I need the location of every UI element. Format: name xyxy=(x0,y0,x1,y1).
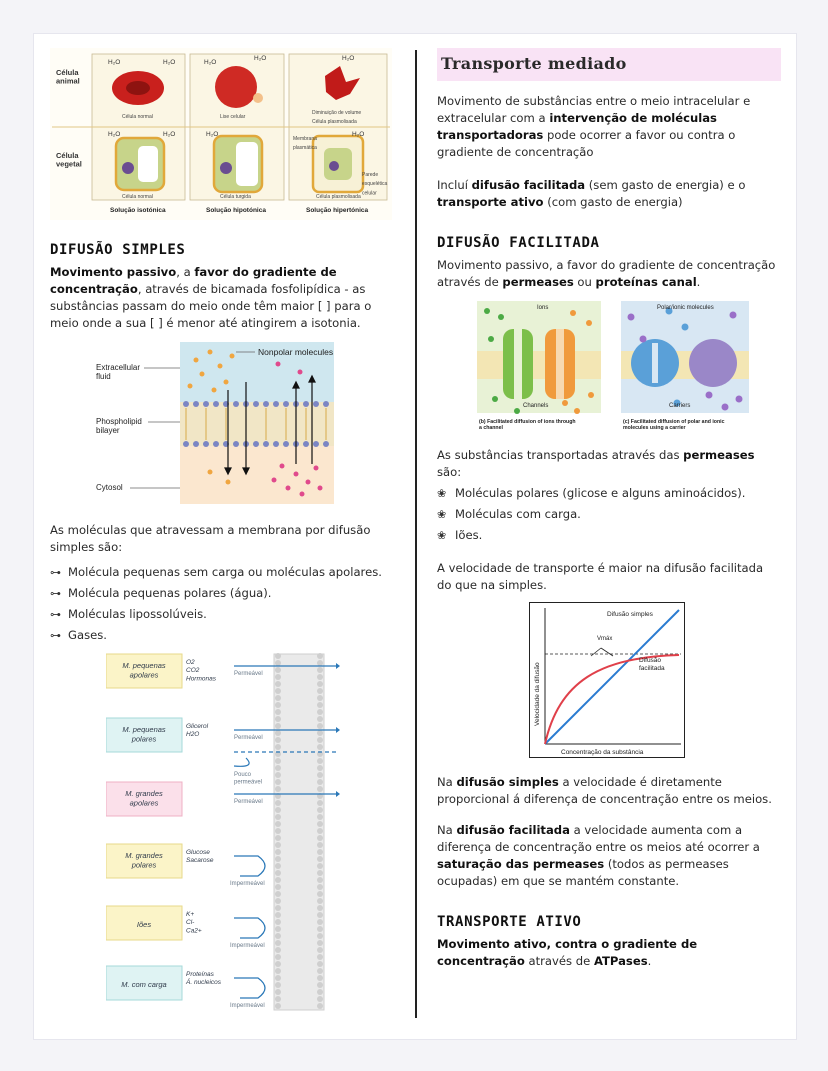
channel-carrier-figure xyxy=(473,299,753,441)
h2o-label: H₂O xyxy=(342,55,355,62)
caption-channels: (b) Facilitated diffusion of ions through a channel xyxy=(479,419,576,431)
molecule-class-label: M. grandes apolares xyxy=(125,789,163,808)
membrane-head xyxy=(275,947,281,953)
column-label-hypotonic: Solução hipotónica xyxy=(206,207,266,214)
label-carriers: Carriers xyxy=(669,403,691,409)
channel-carrier-illustration xyxy=(473,299,753,441)
membrane-head xyxy=(317,702,323,708)
membrane-head xyxy=(317,688,323,694)
list-item-text: Moléculas lipossolúveis. xyxy=(68,607,207,621)
membrane-head xyxy=(317,681,323,687)
label-cytosol: Cytosol xyxy=(96,483,123,492)
membrane-head xyxy=(317,814,323,820)
label-polar-molecules: Polar/ionic molecules xyxy=(657,305,714,311)
simple-rate-text xyxy=(437,774,781,808)
text-run: As substâncias transportadas através das xyxy=(437,448,684,462)
membrane-head xyxy=(317,730,323,736)
membrane-head xyxy=(317,884,323,890)
caption-plant-3: Célula plasmolisada xyxy=(316,194,361,200)
text-run: , através de bicamada fosfolipídica - as substâncias passam do meio onde têm maior [ ] para o meio onde a sua [ ] é menor até atingirem a isotonia. xyxy=(50,282,372,330)
list-item-text: Iões. xyxy=(455,528,483,542)
bullet-icon: ⊶ xyxy=(50,566,61,579)
membrane-head xyxy=(275,982,281,988)
text-run: Na xyxy=(437,823,457,837)
active-transport-definition xyxy=(437,936,781,970)
bold-term: transporte ativo xyxy=(437,195,544,209)
impermeable-arrow xyxy=(234,918,265,938)
permeability-label: Impermeável xyxy=(230,943,265,949)
simple-diffusion-definition xyxy=(50,264,392,332)
membrane-head xyxy=(317,870,323,876)
bullet-icon: ⊶ xyxy=(50,608,61,621)
permeability-label: Permeável xyxy=(234,671,263,677)
bold-term: favor do gradiente de concentração xyxy=(50,265,337,296)
flower-bullet-icon: ❀ xyxy=(437,529,447,542)
text-run: (todos as permeases ocupadas) em que se mantém constante. xyxy=(437,857,729,888)
caption-animal-3: Diminuição de volume Célula plasmolisada xyxy=(312,110,362,126)
bilayer-diagram xyxy=(50,342,392,508)
membrane-head xyxy=(275,744,281,750)
membrane-head xyxy=(275,660,281,666)
membrane-strip xyxy=(274,654,324,1010)
membrane-head xyxy=(275,863,281,869)
bold-term: saturação das permeases xyxy=(437,857,605,871)
membrane-head xyxy=(275,681,281,687)
molecule-class-label: Iões xyxy=(136,920,152,929)
permeability-illustration xyxy=(106,648,340,1016)
membrane-head xyxy=(275,870,281,876)
membrane-head xyxy=(275,772,281,778)
facilitated-diffusion-label: Difusão facilitada xyxy=(639,657,665,672)
membrane-head xyxy=(317,737,323,743)
membrane-head xyxy=(275,667,281,673)
membrane-head xyxy=(275,849,281,855)
membrane-head xyxy=(275,996,281,1002)
membrane-head xyxy=(317,989,323,995)
vmax-label: Vmáx xyxy=(597,636,613,642)
membrane-head xyxy=(275,842,281,848)
membrane-head xyxy=(317,744,323,750)
right-column xyxy=(437,48,781,970)
mediated-definition xyxy=(437,93,781,161)
left-column xyxy=(50,48,392,1016)
molecule-class-label: M. pequenas apolares xyxy=(122,661,166,680)
membrane-head xyxy=(275,891,281,897)
membrane-head xyxy=(317,891,323,897)
membrane-head xyxy=(275,730,281,736)
text-run: (sem gasto de energia) e o xyxy=(585,178,746,192)
permeability-figure xyxy=(106,648,340,1016)
facilitated-definition xyxy=(437,257,781,291)
membrane-head xyxy=(275,912,281,918)
text-run: ou xyxy=(573,275,596,289)
membrane-head xyxy=(275,800,281,806)
bilayer-illustration xyxy=(50,342,392,508)
membrane-head xyxy=(275,898,281,904)
list-item-text: Moléculas polares (glicose e alguns aminoácidos). xyxy=(455,486,746,500)
membrane-head xyxy=(275,905,281,911)
text-run: . xyxy=(696,275,701,289)
bold-term: intervenção de moléculas transportadoras xyxy=(437,111,717,142)
h2o-label: H₂O xyxy=(108,59,121,66)
bold-term: permeases xyxy=(683,448,755,462)
permeability-label: Permeável xyxy=(234,799,263,805)
membrane-head xyxy=(275,779,281,785)
arrow-head xyxy=(336,791,340,797)
membrane-head xyxy=(317,674,323,680)
membrane-head xyxy=(317,800,323,806)
molecule-examples: Glucose Sacarose xyxy=(186,849,214,865)
membrane-head xyxy=(317,758,323,764)
molecule-examples: K+ Cl-Ca2+ xyxy=(186,911,202,935)
label-nonpolar: Nonpolar molecules xyxy=(258,347,334,357)
text-run: (com gasto de energia) xyxy=(543,195,683,209)
membrane-head xyxy=(317,709,323,715)
row-label-animal: Célula animal xyxy=(56,68,80,86)
heading-active-transport: TRANSPORTE ATIVO xyxy=(437,914,582,930)
h2o-label: H₂O xyxy=(108,131,121,138)
membrane-head xyxy=(275,653,281,659)
bold-term: Movimento ativo, contra o gradiente de concentração xyxy=(437,937,698,968)
list-item-text: Molécula pequenas polares (água). xyxy=(68,586,272,600)
list-item xyxy=(437,525,781,546)
graph-frame xyxy=(530,603,685,758)
list-item xyxy=(50,604,392,625)
permeases-intro xyxy=(437,447,781,481)
membrane-head xyxy=(275,716,281,722)
membrane-head xyxy=(317,835,323,841)
y-axis-label: Velocidade da difusão xyxy=(534,662,541,726)
membrane-head xyxy=(275,835,281,841)
arrow-head xyxy=(336,663,340,669)
membrane-head xyxy=(275,695,281,701)
bullet-icon: ⊶ xyxy=(50,587,61,600)
molecule-examples: O2 CO2 Hormonas xyxy=(186,659,216,683)
membrane-head xyxy=(317,842,323,848)
membrane-head xyxy=(317,961,323,967)
bullet-icon: ⊶ xyxy=(50,629,61,642)
membrane-head xyxy=(275,765,281,771)
x-axis-label: Concentração da substância xyxy=(561,749,644,756)
bold-term: permeases xyxy=(502,275,574,289)
membrane-head xyxy=(317,968,323,974)
list-item-text: Molécula pequenas sem carga ou moléculas apolares. xyxy=(68,565,382,579)
facilitated-rate-text xyxy=(437,822,781,890)
flower-bullet-icon: ❀ xyxy=(437,508,447,521)
membrane-head xyxy=(275,933,281,939)
membrane-head xyxy=(317,765,323,771)
membrane-head xyxy=(317,898,323,904)
membrane-head xyxy=(317,660,323,666)
text-run: Movimento passivo, a favor do gradiente de concentração através de xyxy=(437,258,776,289)
bold-term: difusão simples xyxy=(456,775,559,789)
membrane-head xyxy=(275,877,281,883)
membrane-head xyxy=(317,919,323,925)
column-divider xyxy=(415,50,417,1018)
membrane-head xyxy=(317,975,323,981)
text-run: , a xyxy=(176,265,195,279)
rate-graph xyxy=(529,602,685,758)
membrane-head xyxy=(317,849,323,855)
permeability-label: Impermeável xyxy=(230,1003,265,1009)
membrane-head xyxy=(275,961,281,967)
osmosis-cells-illustration xyxy=(50,48,392,220)
molecule-class-label: M. grandes polares xyxy=(125,851,163,870)
permeability-label: Impermeável xyxy=(230,881,265,887)
list-item-text: Gases. xyxy=(68,628,107,642)
h2o-label: H₂O xyxy=(163,59,176,66)
heading-mediated-wrapper xyxy=(437,48,781,81)
molecule-examples: Proteínas Á. nucleicos xyxy=(186,971,222,987)
molecule-class-label: M. com carga xyxy=(121,980,167,989)
heading-facilitated-diffusion: DIFUSÃO FACILITADA xyxy=(437,235,600,251)
membrane-head xyxy=(317,772,323,778)
text-run: Incluí xyxy=(437,178,472,192)
notes-page xyxy=(33,33,797,1040)
caption-animal-2: Lise celular xyxy=(220,114,246,120)
membrane-head xyxy=(275,709,281,715)
list-item xyxy=(50,562,392,583)
membrane-head xyxy=(317,856,323,862)
label-channels: Channels xyxy=(523,403,549,409)
membrane-head xyxy=(275,919,281,925)
membrane-head xyxy=(317,1003,323,1009)
column-label-hypertonic: Solução hipertónica xyxy=(306,207,369,214)
heading-mediated-transport: Transporte mediado xyxy=(441,54,627,73)
list-item xyxy=(437,483,781,504)
simple-diffusion-intro: As moléculas que atravessam a membrana por difusão simples são: xyxy=(50,523,371,554)
list-item xyxy=(437,504,781,525)
membrane-head xyxy=(275,968,281,974)
caption-plant-1: Célula normal xyxy=(122,194,153,200)
h2o-label: H₂O xyxy=(206,131,219,138)
membrane-head xyxy=(275,828,281,834)
molecule-examples: Glicerol H2O xyxy=(186,723,209,739)
membrane-head xyxy=(275,758,281,764)
text-run: são: xyxy=(437,465,462,479)
caption-plant-2: Célula turgida xyxy=(220,194,251,200)
heading-simple-diffusion: DIFUSÃO SIMPLES xyxy=(50,242,186,258)
membrane-head xyxy=(275,954,281,960)
membrane-head xyxy=(275,674,281,680)
list-item xyxy=(50,625,392,646)
plant-label-membrane: Membrana plasmática xyxy=(293,136,317,152)
membrane-head xyxy=(275,737,281,743)
membrane-head xyxy=(275,702,281,708)
membrane-head xyxy=(275,688,281,694)
mediated-includes xyxy=(437,177,781,211)
membrane-head xyxy=(317,863,323,869)
rate-graph-svg xyxy=(529,602,685,758)
bold-term: proteínas canal xyxy=(595,275,697,289)
list-item-text: Moléculas com carga. xyxy=(455,507,581,521)
membrane-head xyxy=(275,856,281,862)
membrane-head xyxy=(317,926,323,932)
caption-carriers: (c) Facilitated diffusion of polar and ionic molecules using a carrier xyxy=(623,419,725,431)
membrane-head xyxy=(275,884,281,890)
caption-animal-1: Célula normal xyxy=(122,114,153,120)
text-run: pode ocorrer a favor ou contra o gradiente de concentração xyxy=(437,128,736,159)
speed-comparison: A velocidade de transporte é maior na difusão facilitada do que na simples. xyxy=(437,561,764,592)
membrane-head xyxy=(317,779,323,785)
membrane-head xyxy=(275,1003,281,1009)
flower-bullet-icon: ❀ xyxy=(437,487,447,500)
membrane-head xyxy=(275,807,281,813)
row-label-plant: Célula vegetal xyxy=(56,151,82,169)
label-ions: Ions xyxy=(537,305,549,311)
h2o-label: H₂O xyxy=(163,131,176,138)
membrane-head xyxy=(317,716,323,722)
membrane-head xyxy=(317,695,323,701)
membrane-head xyxy=(317,933,323,939)
text-run: Movimento de substâncias entre o meio intracelular e extracelular com a xyxy=(437,94,751,125)
membrane-head xyxy=(275,821,281,827)
membrane-head xyxy=(275,975,281,981)
membrane-head xyxy=(275,989,281,995)
permeability-label: Permeável xyxy=(234,735,263,741)
membrane-head xyxy=(317,947,323,953)
arrow-head xyxy=(336,727,340,733)
text-run: . xyxy=(647,954,652,968)
label-extracellular: Extracellular fluid xyxy=(96,363,141,382)
column-label-isotonic: Solução isotónica xyxy=(110,207,166,214)
h2o-label: H₂O xyxy=(204,59,217,66)
membrane-head xyxy=(275,723,281,729)
permeability-label: Pouco permeável xyxy=(234,772,263,786)
simple-diffusion-list xyxy=(50,562,392,646)
impermeable-arrow xyxy=(234,978,265,998)
membrane-head xyxy=(317,912,323,918)
membrane-head xyxy=(317,905,323,911)
membrane-head xyxy=(317,723,323,729)
membrane-head xyxy=(317,667,323,673)
molecule-class-label: M. pequenas polares xyxy=(122,725,166,744)
impermeable-arrow xyxy=(234,856,265,876)
membrane-head xyxy=(317,982,323,988)
permeases-list xyxy=(437,483,781,546)
membrane-head xyxy=(317,877,323,883)
text-run: Na xyxy=(437,775,457,789)
bold-term: difusão facilitada xyxy=(471,178,586,192)
h2o-label: H₂O xyxy=(352,131,365,138)
membrane-head xyxy=(317,653,323,659)
list-item xyxy=(50,583,392,604)
h2o-label: H₂O xyxy=(254,55,267,62)
membrane-head xyxy=(317,807,323,813)
membrane-head xyxy=(275,940,281,946)
membrane-head xyxy=(317,821,323,827)
membrane-head xyxy=(317,940,323,946)
text-run: através de xyxy=(524,954,594,968)
text-run: a velocidade é diretamente proporcional á diferença de concentração entre os meios. xyxy=(437,775,772,806)
membrane-head xyxy=(317,828,323,834)
membrane-head xyxy=(275,926,281,932)
osmosis-cells-figure xyxy=(50,48,392,220)
bold-term: ATPases xyxy=(593,954,648,968)
bold-term: difusão facilitada xyxy=(456,823,570,837)
text-run: a velocidade aumenta com a diferença de concentração entre os meios até ocorrer a xyxy=(437,823,760,854)
bold-term: Movimento passivo xyxy=(50,265,177,279)
membrane-head xyxy=(317,954,323,960)
membrane-head xyxy=(275,814,281,820)
membrane-head xyxy=(317,996,323,1002)
simple-diffusion-label: Difusão simples xyxy=(607,611,653,618)
plant-label-wall: Parede esquelética celular xyxy=(362,172,388,197)
label-bilayer: Phospholipid bilayer xyxy=(96,417,142,436)
membrane-head xyxy=(317,786,323,792)
membrane-head xyxy=(275,786,281,792)
partial-bounce xyxy=(234,758,249,766)
